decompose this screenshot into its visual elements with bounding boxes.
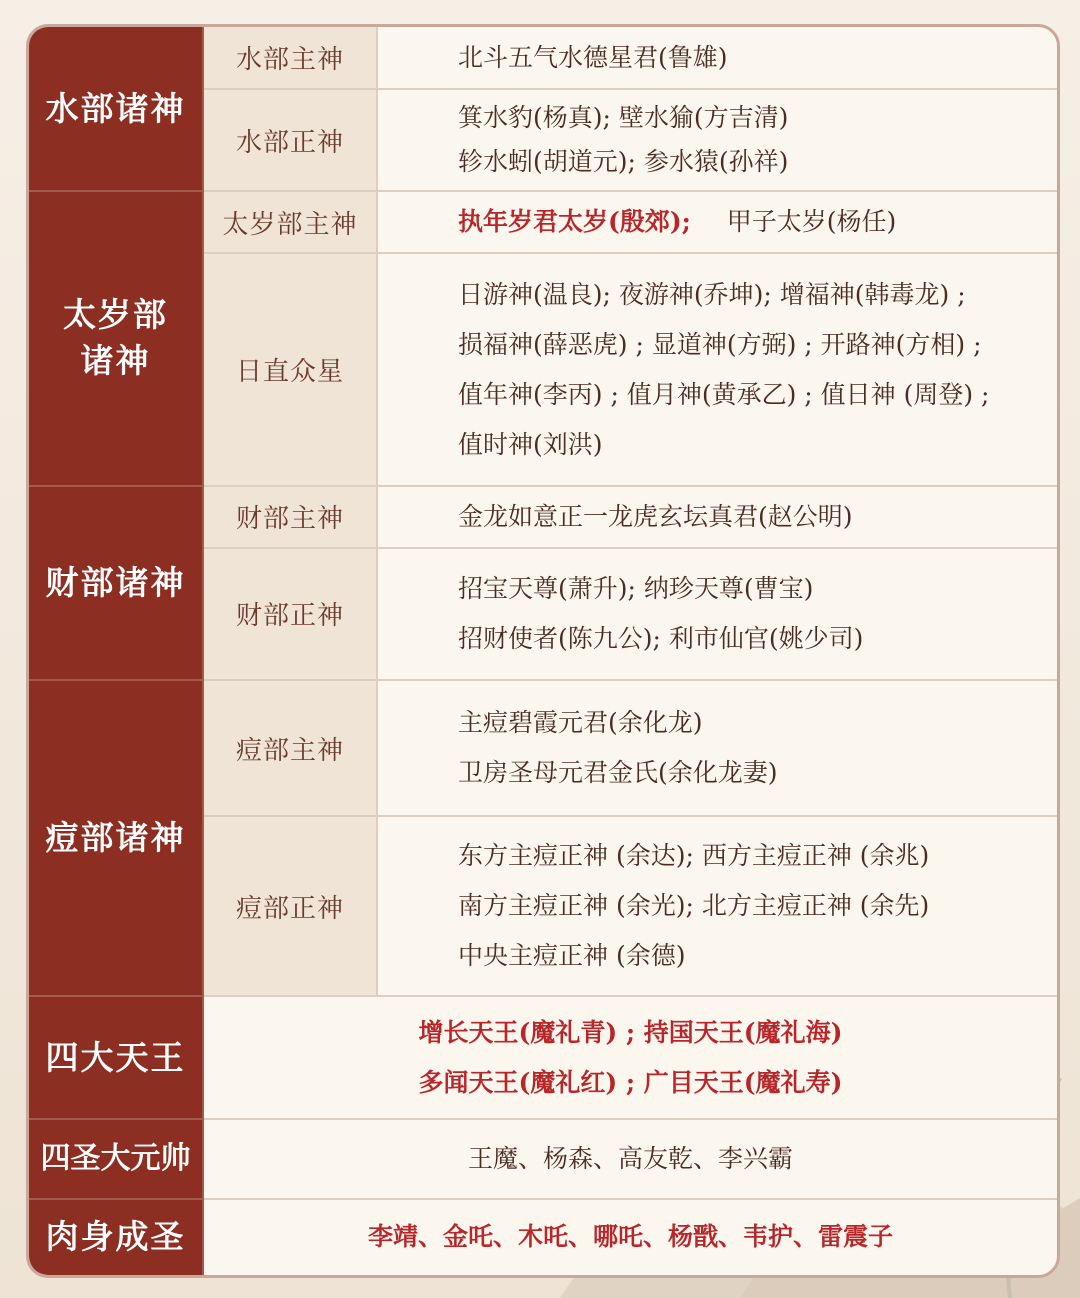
subcategory-cell: 水部主神 — [203, 27, 377, 89]
content-cell — [377, 191, 1057, 253]
subcategory-cell: 财部正神 — [203, 548, 377, 680]
category-cell-taisui — [29, 191, 203, 485]
subcategory-cell: 日直众星 — [203, 253, 377, 485]
category-line: 太岁部 — [63, 295, 168, 335]
content-cell — [203, 996, 1057, 1118]
category-line: 诸神 — [80, 341, 151, 381]
subcategory-cell: 痘部正神 — [203, 816, 377, 996]
content-text: 甲子太岁(杨任) — [726, 207, 897, 237]
content-cell — [377, 27, 1057, 89]
subcategory-cell: 太岁部主神 — [203, 191, 377, 253]
subcategory-cell: 痘部主神 — [203, 680, 377, 816]
content-cell — [377, 486, 1057, 548]
content-line: 值年神(李丙) ; 值月神(黄承乙) ; 值日神 (周登) ; — [458, 379, 990, 409]
category-cell-dou: 痘部诸神 — [29, 680, 203, 996]
content-cell — [203, 1199, 1057, 1275]
subcategory-cell: 水部正神 — [203, 89, 377, 191]
content-line: 轸水蚓(胡道元); 参水猿(孙祥) — [458, 147, 789, 177]
content-line: 北斗五气水德星君(鲁雄) — [458, 42, 728, 72]
table-row — [29, 191, 1057, 253]
content-cell — [377, 680, 1057, 816]
content-cell — [377, 816, 1057, 996]
highlight-text: 执年岁君太岁(殷郊); — [458, 207, 691, 237]
category-cell-roushen: 肉身成圣 — [29, 1199, 203, 1275]
content-line — [458, 197, 1057, 247]
content-line: 金龙如意正一龙虎玄坛真君(赵公明) — [458, 501, 853, 531]
content-cell — [377, 548, 1057, 680]
content-line: 值时神(刘洪) — [458, 429, 603, 459]
table-row — [29, 486, 1057, 548]
category-cell-tianwang: 四大天王 — [29, 996, 203, 1118]
subcategory-cell: 财部主神 — [203, 486, 377, 548]
table-row — [29, 27, 1057, 89]
content-line: 箕水豹(杨真); 壁水㺄(方吉清) — [458, 103, 789, 133]
content-line: 招宝天尊(萧升); 纳珍天尊(曹宝) — [458, 573, 814, 603]
content-line: 中央主痘正神 (余德) — [458, 941, 686, 971]
content-line: 李靖、金吒、木吒、哪吒、杨戬、韦护、雷震子 — [367, 1222, 893, 1252]
content-line: 日游神(温良); 夜游神(乔坤); 增福神(韩毒龙) ; — [458, 279, 966, 309]
category-cell-shui: 水部诸神 — [29, 27, 203, 191]
content-line: 多闻天王(魔礼红) ; 广目天王(魔礼寿) — [418, 1067, 843, 1097]
content-cell — [377, 89, 1057, 191]
content-line: 卫房圣母元君金氏(余化龙妻) — [458, 758, 778, 788]
content-line: 东方主痘正神 (余达); 西方主痘正神 (余兆) — [458, 841, 930, 871]
category-cell-yuanshuai: 四圣大元帅 — [29, 1119, 203, 1199]
content-cell — [203, 1119, 1057, 1199]
content-line: 增长天王(魔礼青) ; 持国天王(魔礼海) — [418, 1017, 843, 1047]
table-row — [29, 1119, 1057, 1199]
content-line: 招财使者(陈九公); 利市仙官(姚少司) — [458, 623, 864, 653]
content-line: 南方主痘正神 (余光); 北方主痘正神 (余先) — [458, 891, 930, 921]
category-cell-cai: 财部诸神 — [29, 486, 203, 680]
table-row — [29, 680, 1057, 816]
content-line: 王魔、杨森、高友乾、李兴霸 — [467, 1143, 793, 1173]
gods-table — [26, 24, 1060, 1278]
table-row — [29, 996, 1057, 1118]
table-row — [29, 1199, 1057, 1275]
content-cell — [377, 253, 1057, 485]
content-line: 主痘碧霞元君(余化龙) — [458, 708, 703, 738]
content-line: 损福神(薛恶虎) ; 显道神(方弼) ; 开路神(方相) ; — [458, 329, 982, 359]
